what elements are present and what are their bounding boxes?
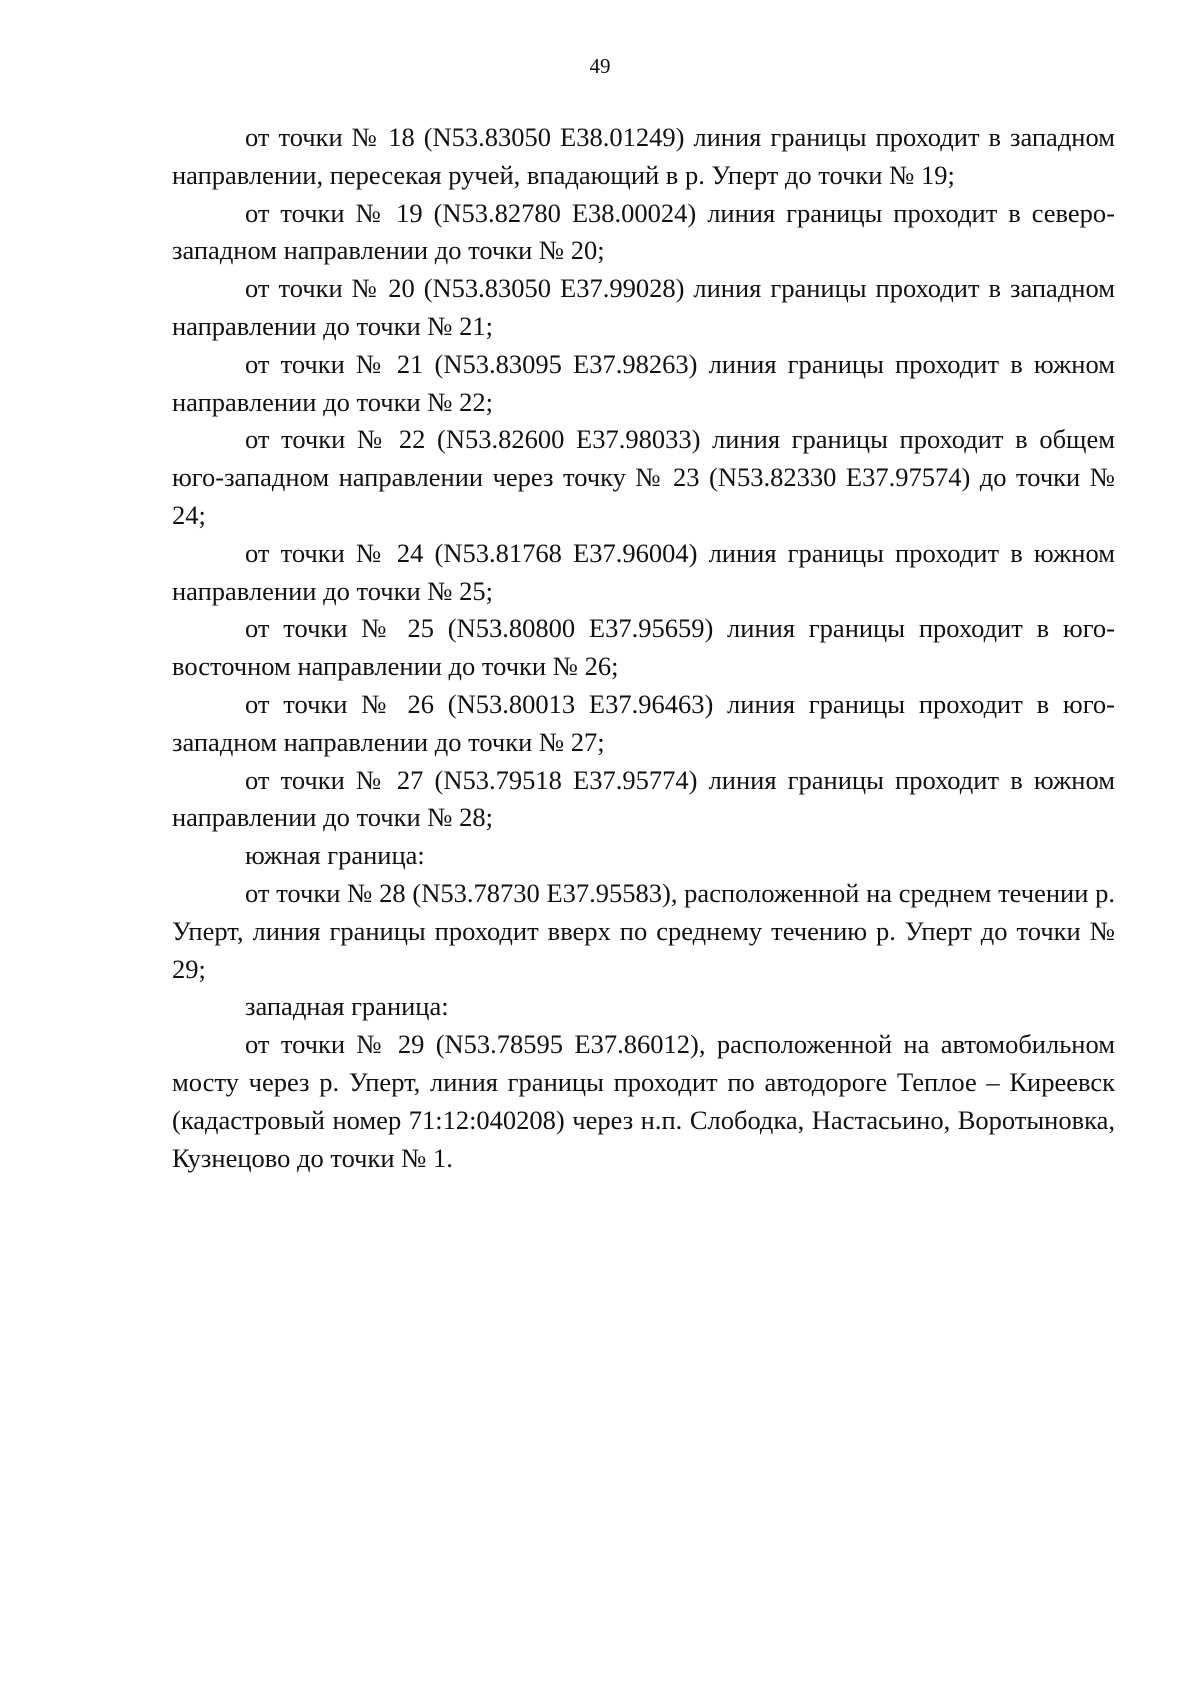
paragraph-point-18: от точки № 18 (N53.83050 E38.01249) линия границы проходит в западном направлении, пересекая ручей, впадающий в р. Уперт до точки № 19; xyxy=(172,122,1115,190)
paragraph-point-26: от точки № 26 (N53.80013 E37.96463) линия границы проходит в юго-западном направлении до точки № 27; xyxy=(172,688,1115,757)
paragraph-point-19: от точки № 19 (N53.82780 E38.00024) линия границы проходит в северо-западном направлении до точки № 20; xyxy=(172,197,1115,266)
paragraph-point-25: от точки № 25 (N53.80800 E37.95659) линия границы проходит в юго-восточном направлении до точки № 26; xyxy=(172,613,1115,682)
paragraph-point-28: от точки № 28 (N53.78730 E37.95583), расположенной на среднем течении р. Уперт, линия границы проходит вверх по среднему течению р. Уперт до точки № 29; xyxy=(172,877,1115,984)
document-body xyxy=(172,119,1115,1177)
page-number: 49 xyxy=(589,54,611,78)
paragraph-point-20: от точки № 20 (N53.83050 E37.99028) линия границы проходит в западном направлении до точки № 21; xyxy=(172,273,1115,341)
paragraph-point-29: от точки № 29 (N53.78595 E37.86012), расположенной на автомобильном мосту через р. Уперт, линия границы проходит по автодороге Теплое – Киреевск (кадастровый номер 71:12:040208) через н.п. Слободка, Настасьино, Воротыновка, Кузнецово до точки № 1. xyxy=(172,1029,1115,1173)
section-heading-west-border: западная граница: xyxy=(245,991,449,1022)
paragraph-point-24: от точки № 24 (N53.81768 E37.96004) линия границы проходит в южном направлении до точки № 25; xyxy=(172,537,1115,606)
paragraph-point-27: от точки № 27 (N53.79518 E37.95774) линия границы проходит в южном направлении до точки № 28; xyxy=(172,764,1115,833)
paragraph-point-22: от точки № 22 (N53.82600 E37.98033) линия границы проходит в общем юго-западном направлении через точку № 23 (N53.82330 E37.97574) до точки № 24; xyxy=(172,424,1115,530)
section-heading-south-border: южная граница: xyxy=(245,840,425,871)
paragraph-point-21: от точки № 21 (N53.83095 E37.98263) линия границы проходит в южном направлении до точки № 22; xyxy=(172,348,1115,417)
